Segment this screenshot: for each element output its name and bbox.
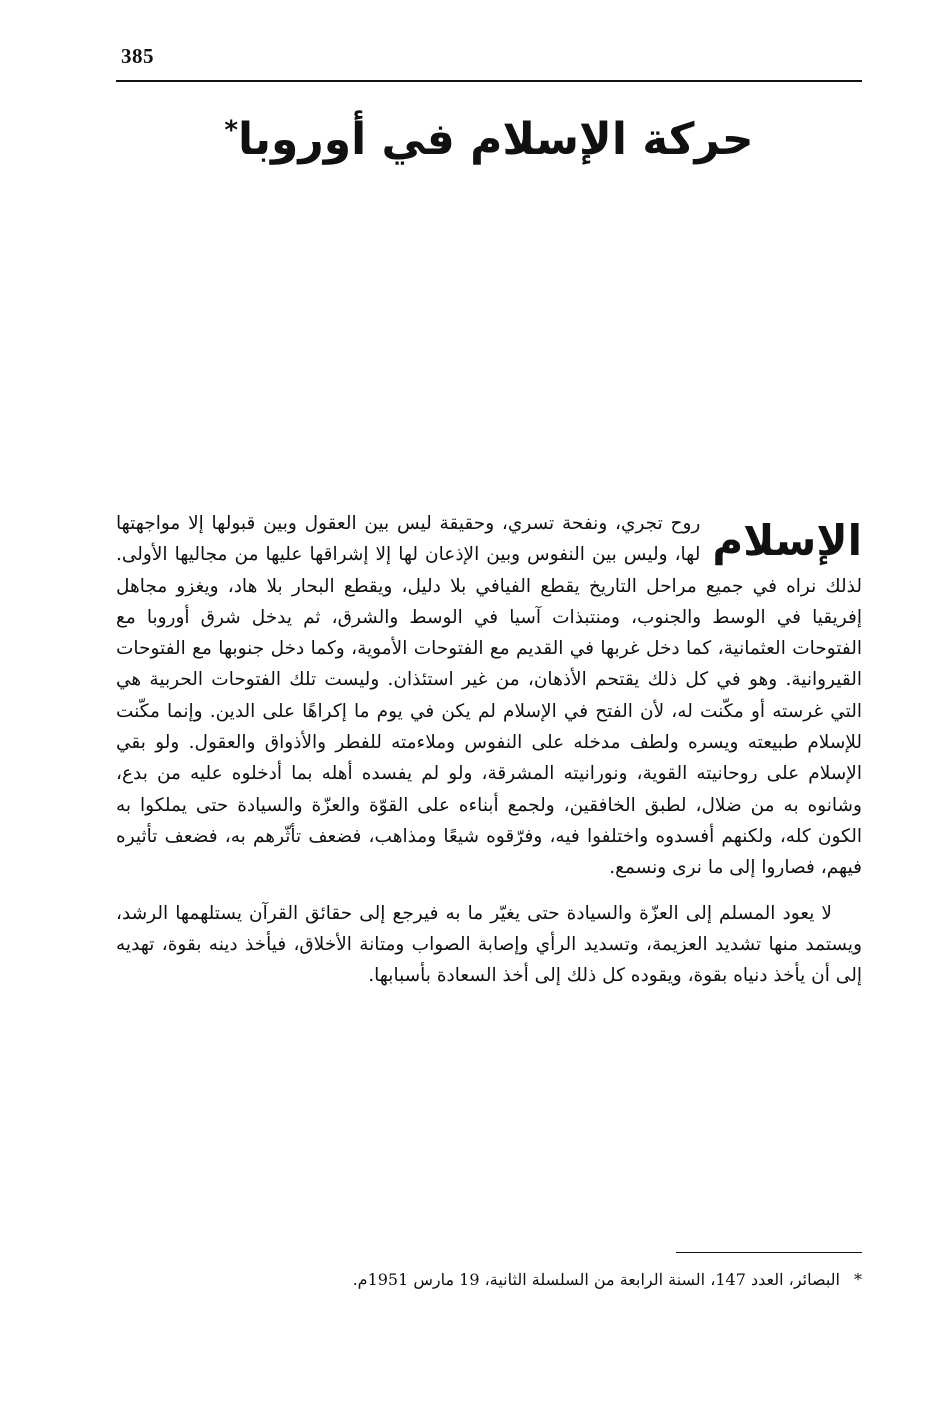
- footnote-marker: *: [854, 1270, 862, 1289]
- footnote-rule: [676, 1252, 862, 1253]
- footnote: [116, 1266, 862, 1294]
- article-body: [116, 508, 862, 991]
- title-footnote-mark: *: [224, 115, 239, 146]
- footnote-text: البصائر، العدد 147، السنة الرابعة من السلسلة الثانية، 19 مارس 1951م.: [352, 1270, 840, 1289]
- paragraph-1-text: روح تجري، ونفحة تسري، وحقيقة ليس بين العقول وبين قبولها إلا مواجهتها لها، وليس بين النفوس وبين الإذعان لها إلا إشراقها عليها من مجاليها الأولى. لذلك نراه في جميع مراحل التاريخ يقطع الفيافي بلا دليل، ويقطع البحار بلا هاد، ويغزو مجاهل إفريقيا في الوسط والجنوب، ومنتبذات آسيا في الوسط والشرق، ثم يدخل شرق أوروبا مع الفتوحات العثمانية، كما دخل غربها في القديم مع الفتوحات الأموية، وكما دخل جنوبها مع الفتوحات القيروانية. وهو في كل ذلك يقتحم الأذهان، من غير استئذان. وليست تلك الفتوحات الحربية هي التي غرسته أو مكّنت له، لأن الفتح في الإسلام لم يكن في يوم ما إكراهًا على الدين. وإنما مكّنت للإسلام طبيعته ويسره ولطف مدخله على النفوس وملاءمته للفطر والأذواق والعقول. ولو بقي الإسلام على روحانيته القوية، ونورانيته المشرقة، ولو لم يفسده أهله بما أدخلوه عليه من بدع، وشانوه به من ضلال، لطبق الخافقين، ولجمع أبناءه على القوّة والعزّة والسيادة حتى يملكوا به الكون كله، ولكنهم أفسدوه واختلفوا فيه، وفرّقوه شيعًا ومذاهب، فضعف تأثّرهم به، فضعف تأثيره فيهم، فصاروا إلى ما نرى ونسمع.: [116, 513, 862, 879]
- paragraph-1: [116, 508, 862, 884]
- header-rule: [116, 80, 862, 82]
- article-title: حركة الإسلام في أوروبا: [238, 114, 754, 165]
- page-number: 385: [121, 44, 154, 68]
- article-title-block: [116, 108, 862, 172]
- paragraph-2: لا يعود المسلم إلى العزّة والسيادة حتى يغيّر ما به فيرجع إلى حقائق القرآن يستلهمها الرشد، ويستمد منها تشديد العزيمة، وتسديد الرأي وإصابة الصواب ومتانة الأخلاق، فيأخذ دينه بقوة، تهديه إلى أن يأخذ دنياه بقوة، ويقوده كل ذلك إلى أخذ السعادة بأسبابها.: [116, 902, 862, 987]
- lead-word: الإسلام: [712, 516, 862, 565]
